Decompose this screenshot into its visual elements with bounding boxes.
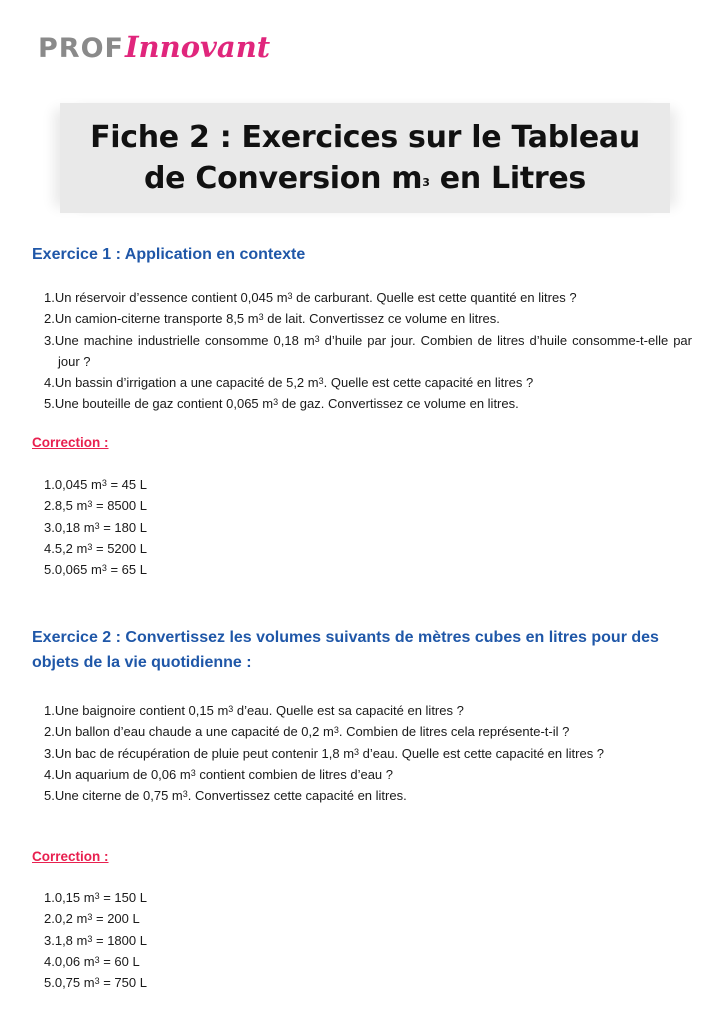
exponent: 3 [101,563,107,574]
exponent: 3 [333,725,339,736]
question-text-end: de carburant. Quelle est cette quantité en litres ? [292,290,577,305]
exponent: 3 [354,746,360,757]
correction-2-label: Correction : [32,849,109,864]
question-text: Un ballon d’eau chaude a une capacité de 0,2 m [54,724,334,740]
item-number: 1. [44,477,55,492]
answer-result: = 8500 L [92,498,147,514]
title-banner [60,103,670,213]
answer-text: 0,18 m [54,519,95,535]
question-text-end: d’eau. Quelle est sa capacité en litres ? [233,703,464,718]
item-number: 4. [44,540,55,556]
exponent: 3 [94,891,100,901]
exponent: 3 [258,312,264,323]
title-line-2-end: en Litres [429,161,586,196]
exponent: 3 [318,376,324,387]
item-number: 4. [44,375,55,391]
exponent: 3 [190,767,196,778]
exponent: 3 [94,954,100,965]
answer-item [44,908,147,929]
exponent: 3 [287,291,293,301]
item-number: 2. [44,311,55,327]
answer-text: 0,065 m [54,562,102,578]
question-item [44,372,692,393]
item-number: 1. [44,290,55,305]
question-item [44,287,692,308]
item-number: 2. [44,498,55,514]
answer-result: = 150 L [99,890,147,905]
question-item [44,764,692,785]
exponent: 3 [87,912,93,923]
question-text: Un aquarium de 0,06 m [54,766,191,782]
item-number: 1. [44,890,55,905]
answer-text: 0,06 m [54,953,95,969]
item-number: 5. [44,788,55,804]
exponent: 3 [314,333,320,344]
question-item [44,700,692,721]
question-text: Un camion-citerne transporte 8,5 m [54,311,259,327]
exponent: 3 [87,933,93,944]
title-exponent: 3 [422,176,430,189]
exponent: 3 [87,499,93,510]
answer-item [44,517,147,538]
answer-text: 8,5 m [54,498,88,514]
question-text: Une citerne de 0,75 m [54,788,183,804]
exercise-1-questions [44,287,692,415]
question-text: Une machine industrielle consomme 0,18 m [54,332,315,348]
item-number: 3. [44,519,55,535]
logo-prof-text: PROF [38,33,124,64]
answer-item [44,951,147,972]
exponent: 3 [273,397,279,408]
exponent: 3 [182,789,188,800]
answer-result: = 750 L [99,975,147,991]
answer-text: 0,2 m [54,911,88,927]
exercise-2-answers [44,887,147,993]
exercise-1-heading: Exercice 1 : Application en contexte [32,246,306,263]
question-text: Une baignoire contient 0,15 m [54,703,229,718]
answer-item [44,887,147,908]
correction-1-label: Correction : [32,435,109,450]
title-line-2-start: de Conversion m [144,161,423,196]
question-item [44,308,692,329]
exponent: 3 [101,478,107,488]
answer-result: = 1800 L [92,932,147,948]
question-text-end: de gaz. Convertissez ce volume en litres. [278,396,519,412]
item-number: 3. [44,745,55,761]
answer-item [44,972,147,993]
answer-text: 0,15 m [54,890,95,905]
brand-logo [38,30,270,64]
question-item [44,721,692,742]
item-number: 5. [44,562,55,578]
item-number: 4. [44,766,55,782]
question-text-end: . Convertissez cette capacité en litres. [187,788,407,804]
question-text-end: de lait. Convertissez ce volume en litres. [263,311,500,327]
question-text-end: d’eau. Quelle est cette capacité en litres ? [359,745,605,761]
question-text-end: . Quelle est cette capacité en litres ? [323,375,534,391]
exponent: 3 [94,520,100,531]
answer-text: 0,75 m [54,975,95,991]
answer-item [44,538,147,559]
answer-item [44,559,147,580]
answer-result: = 45 L [106,477,147,492]
question-text-end: contient combien de litres d’eau ? [195,766,394,782]
question-text: Un bac de récupération de pluie peut contenir 1,8 m [54,745,355,761]
question-text-end: d’huile par jour. Combien de litres d’huile consomme-t-elle par jour ? [58,332,692,369]
exponent: 3 [94,976,100,987]
item-number: 2. [44,724,55,740]
question-text-end: . Combien de litres cela représente-t-il ? [338,724,570,740]
answer-result: = 5200 L [92,540,147,556]
exercise-2-heading: Exercice 2 : Convertissez les volumes suivants de mètres cubes en litres pour des objets de la vie quotidienne : [32,629,659,671]
question-item [44,330,692,373]
item-number: 4. [44,953,55,969]
item-number: 5. [44,396,55,412]
question-item [44,785,692,806]
question-item [44,743,692,764]
answer-item [44,495,147,516]
exponent: 3 [87,541,93,552]
item-number: 3. [44,332,55,348]
exercise-2-questions [44,700,692,806]
question-text: Une bouteille de gaz contient 0,065 m [54,396,274,412]
answer-result: = 200 L [92,911,140,927]
answer-text: 0,045 m [54,477,102,492]
answer-item [44,474,147,495]
exponent: 3 [228,704,234,714]
answer-item [44,930,147,951]
logo-innovant-text: Innovant [124,30,271,64]
title-line-1: Fiche 2 : Exercices sur le Tableau [90,120,640,155]
answer-text: 1,8 m [54,932,88,948]
question-text: Un réservoir d’essence contient 0,045 m [54,290,288,305]
answer-text: 5,2 m [54,540,88,556]
exercise-1-answers [44,474,147,580]
item-number: 3. [44,932,55,948]
answer-result: = 65 L [106,562,147,578]
question-text: Un bassin d’irrigation a une capacité de 5,2 m [54,375,319,391]
answer-result: = 60 L [99,953,140,969]
item-number: 2. [44,911,55,927]
item-number: 5. [44,975,55,991]
answer-result: = 180 L [99,519,147,535]
question-item [44,393,692,414]
page-title [90,117,640,199]
item-number: 1. [44,703,55,718]
